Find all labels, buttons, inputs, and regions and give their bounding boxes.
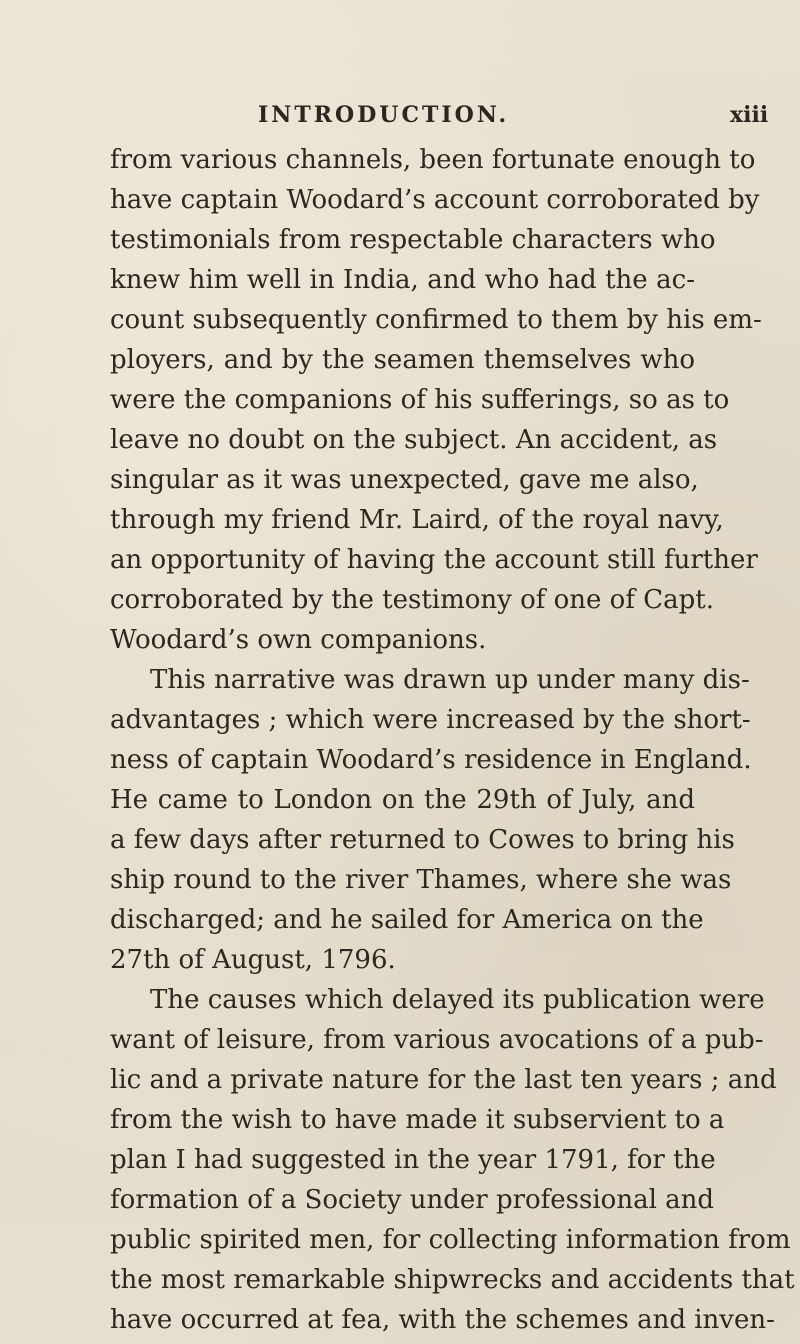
text-line: public spirited men, for collecting information from [110, 1225, 791, 1255]
text-line: advantages ; which were increased by the short- [110, 705, 751, 735]
text-line: the most remarkable shipwrecks and accidents that [110, 1265, 795, 1295]
text-line: have captain Woodard’s account corroborated by [110, 185, 760, 215]
text-line: were the companions of his sufferings, so as to [110, 385, 730, 415]
text-line: from various channels, been fortunate enough to [110, 145, 756, 175]
text-line: lic and a private nature for the last ten years ; and [110, 1065, 777, 1095]
text-line: want of leisure, from various avocations of a pub- [110, 1025, 764, 1055]
text-line: formation of a Society under professional and [110, 1185, 715, 1215]
text-line: He came to London on the 29th of July, and [110, 785, 695, 815]
text-line: plan I had suggested in the year 1791, for the [110, 1145, 716, 1175]
text-line: corroborated by the testimony of one of Capt. [110, 585, 714, 615]
text-line: knew him well in India, and who had the ac- [110, 265, 695, 295]
text-line: through my friend Mr. Laird, of the royal navy, [110, 505, 724, 535]
text-line: The causes which delayed its publication were [150, 985, 765, 1015]
text-line: an opportunity of having the account still further [110, 545, 758, 575]
text-line: have occurred at fea, with the schemes and inven- [110, 1305, 775, 1335]
text-line: This narrative was drawn up under many dis- [150, 665, 750, 695]
text-line: count subsequently confirmed to them by his em- [110, 305, 762, 335]
text-line: ployers, and by the seamen themselves who [110, 345, 695, 375]
text-line: Woodard’s own companions. [110, 625, 487, 655]
running-head: INTRODUCTION. [258, 102, 510, 128]
text-line: 27th of August, 1796. [110, 945, 396, 975]
text-line: discharged; and he sailed for America on the [110, 905, 704, 935]
text-line: from the wish to have made it subservient to a [110, 1105, 725, 1135]
text-line: testimonials from respectable characters who [110, 225, 716, 255]
text-line: ship round to the river Thames, where she was [110, 865, 732, 895]
text-line: a few days after returned to Cowes to bring his [110, 825, 735, 855]
text-line: leave no doubt on the subject. An accident, as [110, 425, 718, 455]
page-header [0, 100, 800, 140]
text-line: singular as it was unexpected, gave me also, [110, 465, 699, 495]
text-line: ness of captain Woodard’s residence in England. [110, 745, 752, 775]
page-number: xiii [730, 102, 769, 128]
